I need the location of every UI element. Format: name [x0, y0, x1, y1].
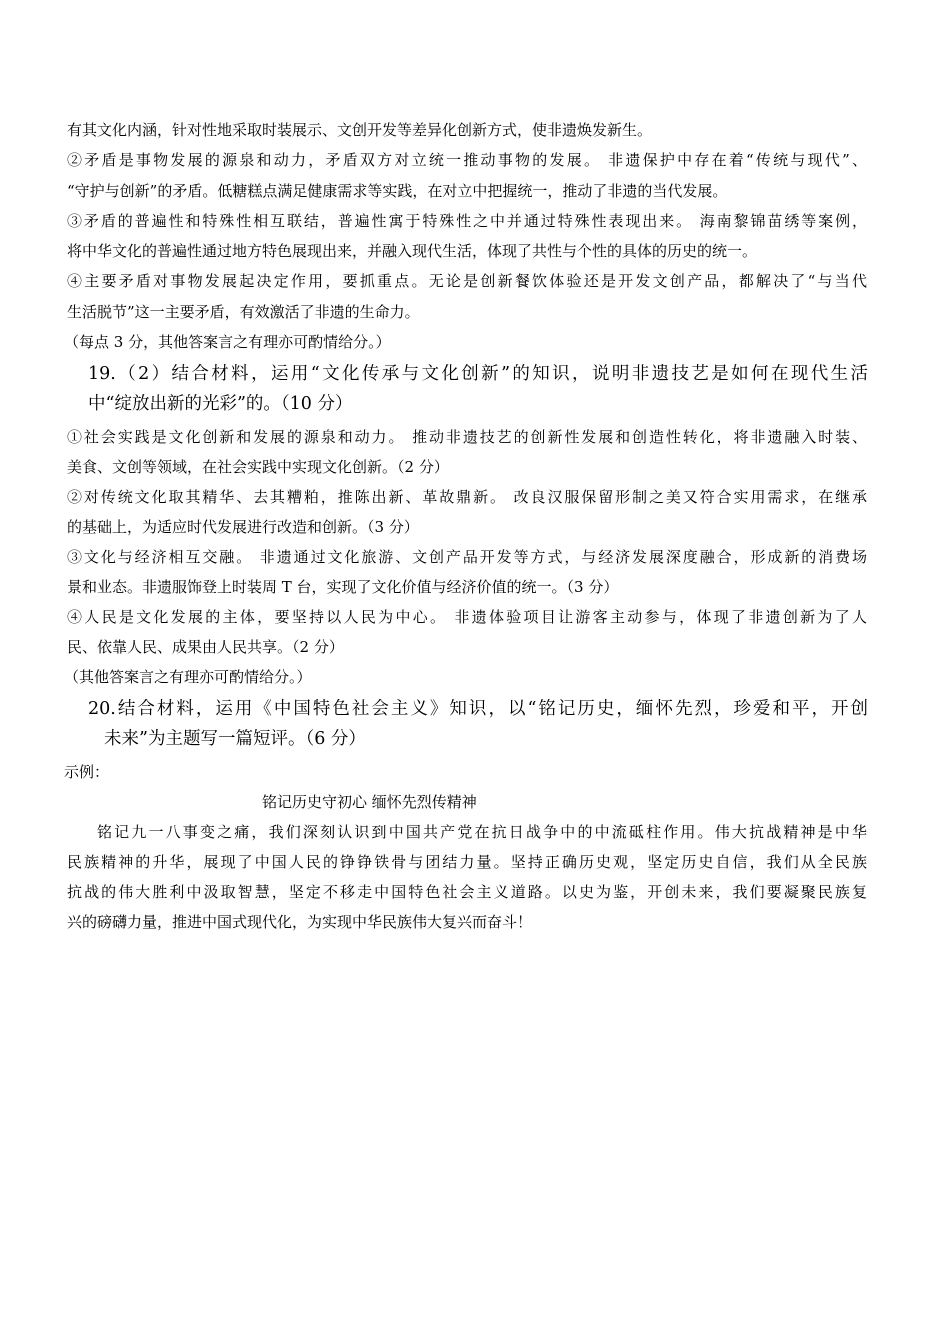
q20-question: 20.结合材料，运用《中国特色社会主义》知识，以“铭记历史，缅怀先烈，珍爱和平，开创: [88, 699, 868, 719]
q18-text-line: 有其文化内涵，针对性地采取时装展示、文创开发等差异化创新方式，使非遗焕发新生。: [67, 121, 653, 139]
q19-point-2: ②对传统文化取其精华、去其糟粕，推陈出新、革故鼎新。 改良汉服保留形制之美又符合实用需求，在继承: [67, 488, 867, 506]
q18-point-2: ②矛盾是事物发展的源泉和动力，矛盾双方对立统一推动事物的发展。 非遗保护中存在着“传统与现代”、: [67, 151, 867, 169]
essay-paragraph-line: 抗战的伟大胜利中汲取智慧，坚定不移走中国特色社会主义道路。以史为鉴，开创未来，我们要凝聚民族复: [67, 883, 867, 901]
essay-paragraph-line: 兴的磅礴力量，推进中国式现代化，为实现中华民族伟大复兴而奋斗！: [67, 913, 533, 931]
q19-text-line: 美食、文创等领域，在社会实践中实现文化创新。（2 分）: [67, 458, 449, 476]
q20-question-cont: 未来”为主题写一篇短评。（6 分）: [104, 729, 366, 749]
q18-point-4: ④主要矛盾对事物发展起决定作用，要抓重点。无论是创新餐饮体验还是开发文创产品，都解决了“与当代: [67, 272, 867, 290]
q19-text-line: 的基础上，为适应时代发展进行改造和创新。（3 分）: [67, 518, 419, 536]
q19-question-cont: 中“绽放出新的光彩”的。（10 分）: [88, 394, 353, 414]
q18-scoring-note: （每点 3 分，其他答案言之有理亦可酌情给分。）: [64, 333, 391, 351]
q19-scoring-note: （其他答案言之有理亦可酌情给分。）: [64, 668, 312, 686]
essay-paragraph-line: 铭记九一八事变之痛，我们深刻认识到中国共产党在抗日战争中的中流砥柱作用。伟大抗战精神是中华: [97, 823, 867, 841]
q19-point-1: ①社会实践是文化创新和发展的源泉和动力。 推动非遗技艺的创新性发展和创造性转化，将非遗融入时装、: [67, 428, 867, 446]
essay-paragraph-line: 民族精神的升华，展现了中国人民的铮铮铁骨与团结力量。坚持正确历史观，坚定历史自信，我们从全民族: [67, 853, 867, 871]
essay-title: 铭记历史守初心 缅怀先烈传精神: [262, 793, 477, 811]
q18-point-3: ③矛盾的普遍性和特殊性相互联结，普遍性寓于特殊性之中并通过特殊性表现出来。 海南黎锦苗绣等案例，: [67, 212, 867, 230]
q19-point-3: ③文化与经济相互交融。 非遗通过文化旅游、文创产品开发等方式，与经济发展深度融合，形成新的消费场: [67, 548, 867, 566]
example-label: 示例：: [64, 763, 110, 781]
q19-text-line: 民、依靠人民、成果由人民共享。（2 分）: [67, 638, 344, 656]
q18-text-line: 将中华文化的普遍性通过地方特色展现出来，并融入现代生活，体现了共性与个性的具体的历史的统一。: [67, 242, 758, 260]
q18-text-line: 生活脱节”这一主要矛盾，有效激活了非遗的生命力。: [67, 303, 420, 321]
q19-point-4: ④人民是文化发展的主体，要坚持以人民为中心。 非遗体验项目让游客主动参与，体现了非遗创新为了人: [67, 608, 867, 626]
q18-text-line: “守护与创新”的矛盾。低糖糕点满足健康需求等实践，在对立中把握统一，推动了非遗的当代发展。: [67, 182, 728, 200]
q19-question: 19.（2）结合材料，运用“文化传承与文化创新”的知识，说明非遗技艺是如何在现代生活: [88, 364, 868, 384]
q19-text-line: 景和业态。非遗服饰登上时装周 T 台，实现了文化价值与经济价值的统一。（3 分）: [67, 578, 619, 596]
